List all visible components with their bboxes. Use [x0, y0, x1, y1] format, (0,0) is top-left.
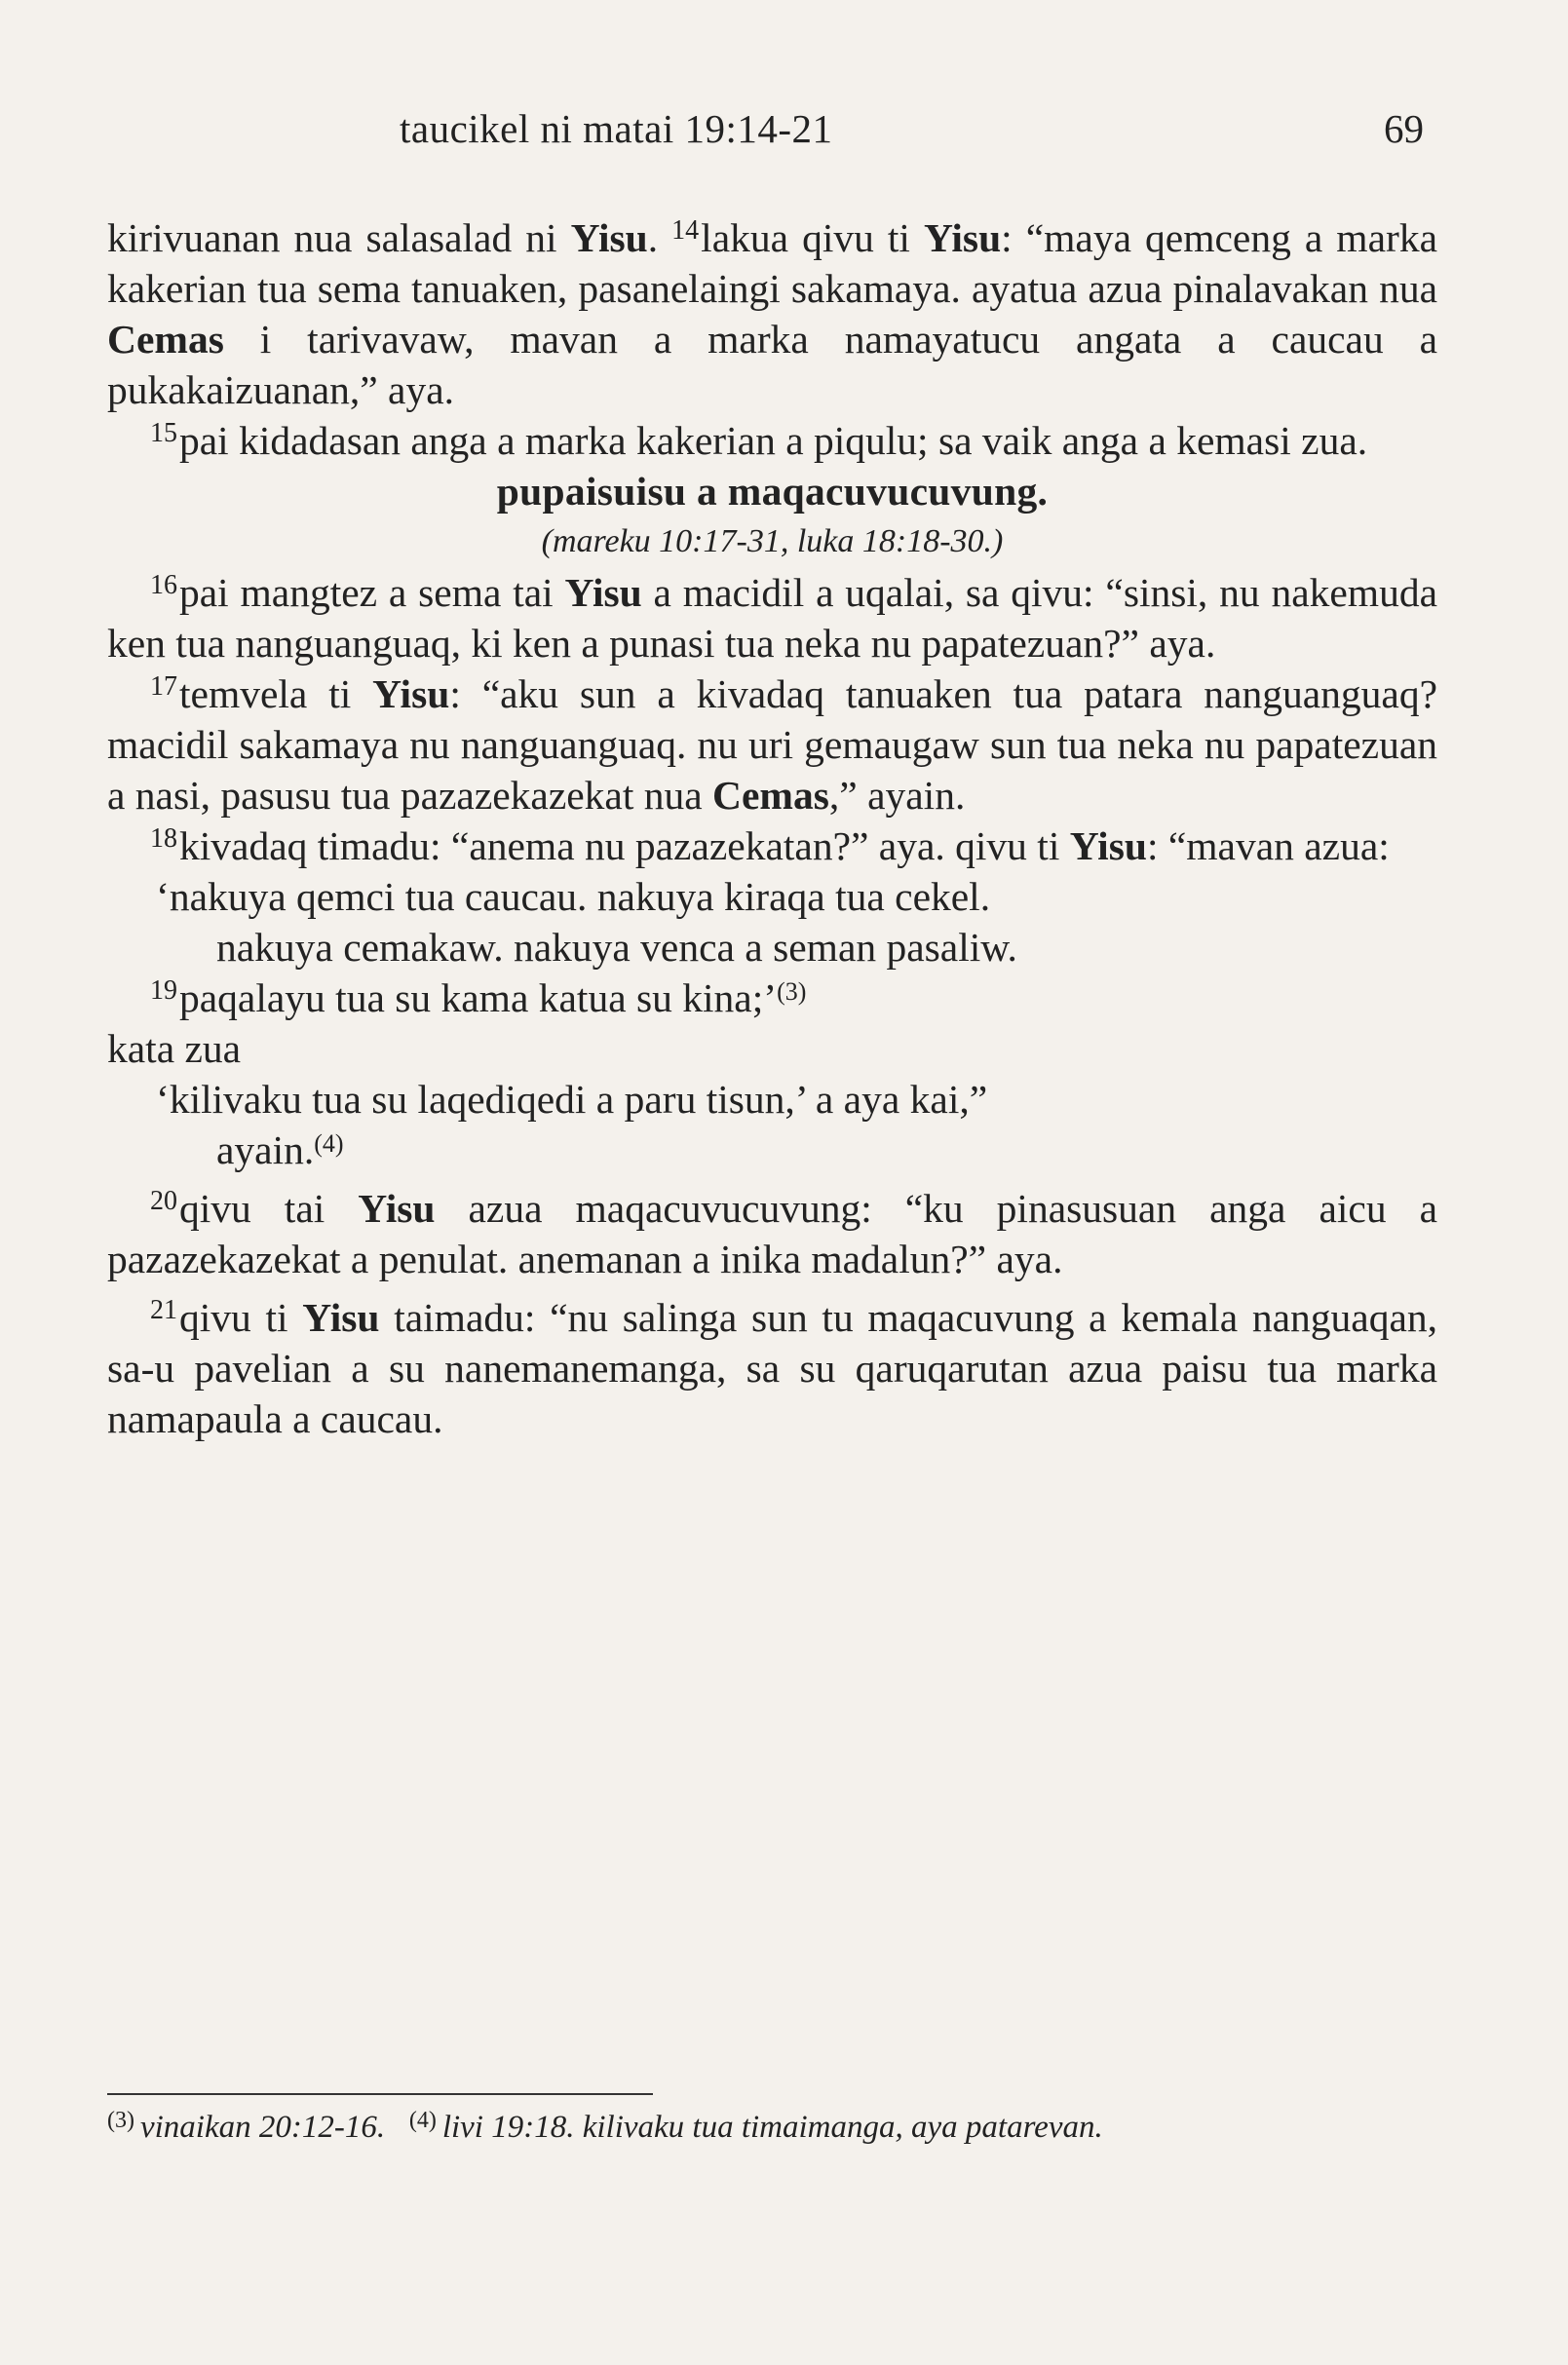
text-run: a macidil a uqalai, sa qivu: “sinsi, nu nakemuda ken tua nanguanguaq, ki ken a punasi tua neka nu papatezuan?” aya. [107, 570, 1437, 666]
verse-18 [107, 820, 1437, 871]
text-run: taimadu: “nu salinga sun tu maqacuvung a kemala nanguaqan, sa-u pavelian a su nanemanemanga, sa su qaruqarutan azua paisu tua marka namapaula a caucau. [107, 1295, 1437, 1441]
verse-15 [107, 415, 1437, 466]
verse-number: 19 [150, 975, 177, 1006]
verse-number: 15 [150, 418, 177, 448]
footnote-divider [107, 2093, 653, 2095]
text-run: : “maya qemceng a marka kakerian tua sema tanuaken, pasanelaingi sakamaya. ayatua azua pinalavakan nua [107, 215, 1437, 311]
poem-line: nakuya cemakaw. nakuya venca a seman pasaliw. [216, 925, 1017, 970]
poem-line: ‘kilivaku tua su laqediqedi a paru tisun,’ a aya kai,” [156, 1077, 988, 1122]
text-run: qivu tai [179, 1186, 359, 1231]
text-run: qivu ti [179, 1295, 303, 1340]
name-yisu: Yisu [358, 1186, 436, 1231]
text-run: pai mangtez a sema tai [179, 570, 565, 615]
poem-line: ‘nakuya qemci tua caucau. nakuya kiraqa tua cekel. [156, 874, 991, 919]
name-cemas: Cemas [107, 317, 224, 362]
body-text [107, 212, 1437, 1444]
running-head [0, 105, 1568, 164]
text-run: . [647, 215, 672, 260]
verse-number: 18 [150, 823, 177, 854]
verse-16 [107, 567, 1437, 668]
text-run: lakua qivu ti [701, 215, 924, 260]
verse-number: 14 [671, 215, 700, 246]
verse-number: 16 [150, 570, 177, 600]
footnote-marker: (3) [107, 2108, 134, 2133]
footnote-text: vinaikan 20:12-16. [139, 2110, 386, 2145]
text-run: paqalayu tua su kama katua su kina;’ [179, 975, 778, 1020]
footnotes [107, 2103, 1437, 2155]
name-yisu: Yisu [923, 215, 1002, 260]
verse-number: 20 [150, 1186, 177, 1216]
text-run: pai kidadasan anga a marka kakerian a piqulu; sa vaik anga a kemasi zua. [179, 418, 1368, 463]
footnote-marker: (3) [777, 977, 807, 1006]
name-yisu: Yisu [372, 671, 450, 716]
poem-line [107, 1125, 1437, 1175]
verse-21 [107, 1292, 1437, 1444]
footnote-marker: (4) [408, 2108, 437, 2133]
text-run: kivadaq timadu: “anema nu pazazekatan?” aya. qivu ti [179, 823, 1070, 868]
verse-number: 17 [150, 671, 177, 702]
text-run: : “mavan azua: [1146, 823, 1390, 868]
poem-line: kata zua [107, 1026, 242, 1071]
section-title: pupaisuisu a maqacuvucuvung. [496, 469, 1049, 514]
page-title: taucikel ni matai 19:14-21 [400, 106, 833, 151]
name-yisu: Yisu [570, 215, 648, 260]
name-yisu: Yisu [564, 570, 642, 615]
page-number: 69 [1384, 106, 1424, 151]
text-run: azua maqacuvucuvung: “ku pinasusuan anga aicu a pazazekazekat a penulat. anemanan a inika madalun?” aya. [107, 1186, 1437, 1281]
name-cemas: Cemas [712, 773, 829, 818]
name-yisu: Yisu [1069, 823, 1147, 868]
verse-20 [107, 1183, 1437, 1284]
verse-17 [107, 668, 1437, 820]
verse-number: 21 [150, 1295, 177, 1325]
text-run: ayain. [216, 1127, 315, 1172]
footnote-text: livi 19:18. kilivaku tua timaimanga, aya patarevan. [441, 2110, 1103, 2145]
text-run: kirivuanan nua salasalad ni [107, 215, 571, 260]
footnote-marker: (4) [314, 1129, 344, 1158]
verse-19 [107, 973, 1437, 1023]
section-reference: (mareku 10:17-31, luka 18:18-30.) [541, 523, 1004, 559]
text-run: temvela ti [179, 671, 373, 716]
text-run: i tarivavaw, mavan a marka namayatucu angata a caucau a pukakaizuanan,” aya. [107, 317, 1437, 412]
paragraph-continuation [107, 212, 1437, 415]
text-run: : “aku sun a kivadaq tanuaken tua patara nanguanguaq? macidil sakamaya nu nanguanguaq. nu uri gemaugaw sun tua neka nu papatezuan a nasi, pasusu tua pazazekazekat nua [107, 671, 1437, 818]
text-run: ,” ayain. [828, 773, 966, 818]
name-yisu: Yisu [302, 1295, 380, 1340]
